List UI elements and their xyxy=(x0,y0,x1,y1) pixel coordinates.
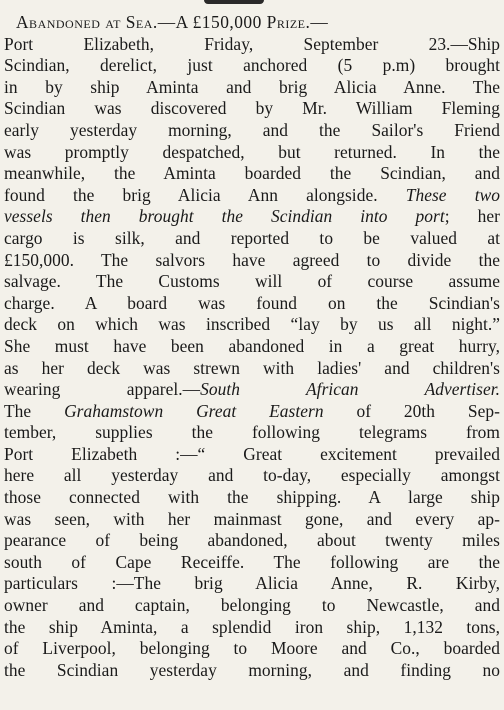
article-line xyxy=(4,552,500,574)
article-line xyxy=(4,77,500,99)
italic-text: vessels then brought the Scindian into port xyxy=(4,206,445,227)
body-text: ; her xyxy=(444,206,501,227)
article-line xyxy=(4,638,500,660)
body-text: in by ship Aminta and brig Alicia Anne. The xyxy=(4,76,500,97)
body-text: wearing apparel.— xyxy=(4,379,201,400)
body-text: of 20th Sep- xyxy=(323,400,500,421)
article-line xyxy=(4,617,500,639)
body-text: salvage. The Customs will of course assume xyxy=(4,271,500,292)
body-text: the Scindian yesterday morning, and finding no xyxy=(4,659,500,680)
article-line xyxy=(4,509,500,531)
article-column xyxy=(4,12,500,681)
article-line xyxy=(4,142,500,164)
article-line xyxy=(4,120,500,142)
body-text: deck on which was inscribed “lay by us all night.” xyxy=(4,314,500,335)
article-line xyxy=(4,185,500,207)
body-text: found the brig Alicia Ann alongside. xyxy=(4,184,406,205)
body-text: Port Elizabeth, Friday, September 23.—Ship xyxy=(4,33,500,54)
article-line xyxy=(4,660,500,682)
article-line xyxy=(4,336,500,358)
body-text: particulars :—The brig Alicia Anne, R. Kirby, xyxy=(4,573,500,594)
italic-text: These two xyxy=(405,184,500,205)
article-line xyxy=(4,422,500,444)
article-line xyxy=(4,595,500,617)
article-line xyxy=(4,271,500,293)
body-text: pearance of being abandoned, about twenty miles xyxy=(4,530,500,551)
body-text: the ship Aminta, a splendid iron ship, 1,132 tons, xyxy=(4,616,500,637)
body-text: south of Cape Receiffe. The following are the xyxy=(4,551,500,572)
article-line xyxy=(4,55,500,77)
article-line xyxy=(4,379,500,401)
article-line xyxy=(4,401,500,423)
body-text: cargo is silk, and reported to be valued at xyxy=(4,227,500,248)
italic-text: South African Advertiser. xyxy=(200,379,500,400)
article-line xyxy=(4,573,500,595)
article-line xyxy=(4,206,500,228)
article-line xyxy=(4,293,500,315)
article-line xyxy=(4,98,500,120)
body-text: charge. A board was found on the Scindian's xyxy=(4,292,500,313)
article-line xyxy=(4,465,500,487)
article-line xyxy=(4,530,500,552)
article-line xyxy=(4,250,500,272)
article-headline xyxy=(4,12,500,34)
body-text: meanwhile, the Aminta boarded the Scindian, and xyxy=(4,163,500,184)
column-rule-mark xyxy=(204,0,264,4)
body-text: Port Elizabeth :—“ Great excitement prevailed xyxy=(4,443,500,464)
body-text: was seen, with her mainmast gone, and every ap- xyxy=(4,508,500,529)
article-line xyxy=(4,34,500,56)
body-text: Scindian was discovered by Mr. William Fleming xyxy=(4,98,500,119)
body-text: owner and captain, belonging to Newcastle, and xyxy=(4,595,500,616)
body-text: here all yesterday and to-day, especially amongst xyxy=(4,465,500,486)
body-text: was promptly despatched, but returned. In the xyxy=(4,141,500,162)
headline-text: Abandoned at Sea.—A £150,000 Prize.— xyxy=(16,12,329,32)
body-text: tember, supplies the following telegrams from xyxy=(4,422,500,443)
body-text: The xyxy=(4,400,65,421)
article-line xyxy=(4,358,500,380)
body-text: of Liverpool, belonging to Moore and Co., boarded xyxy=(4,638,500,659)
italic-text: Grahamstown Great Eastern xyxy=(64,400,324,421)
body-text: £150,000. The salvors have agreed to divide the xyxy=(4,249,500,270)
article-line xyxy=(4,444,500,466)
body-text: as her deck was strewn with ladies' and children's xyxy=(4,357,500,378)
article-line xyxy=(4,487,500,509)
article-line xyxy=(4,228,500,250)
body-text: Scindian, derelict, just anchored (5 p.m) brought xyxy=(4,55,500,76)
body-text: She must have been abandoned in a great hurry, xyxy=(4,335,500,356)
body-text: early yesterday morning, and the Sailor's Friend xyxy=(4,119,500,140)
article-line xyxy=(4,163,500,185)
article-line xyxy=(4,314,500,336)
body-text: those connected with the shipping. A large ship xyxy=(4,487,500,508)
